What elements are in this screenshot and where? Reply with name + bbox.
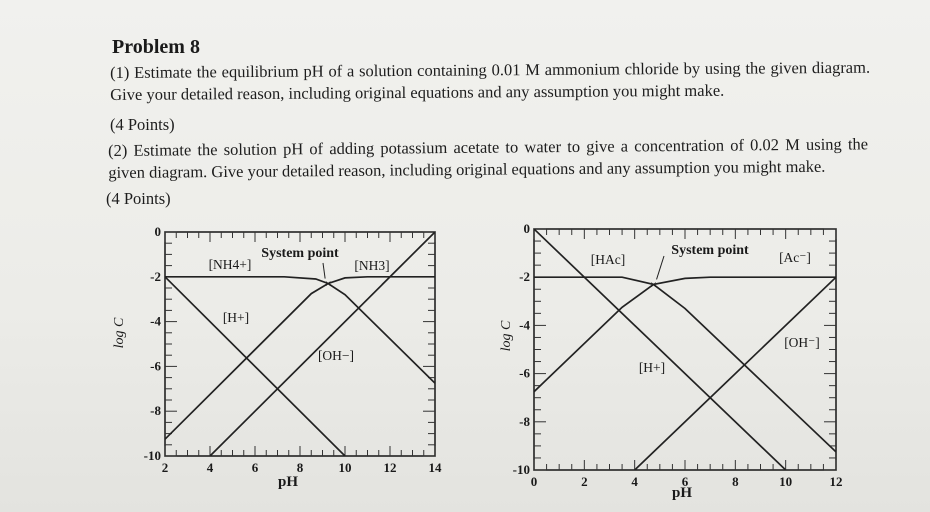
system-point-label: System point	[261, 246, 339, 261]
x-axis-label: pH	[277, 474, 299, 490]
series-label-oh: [OH⁻]	[784, 335, 820, 350]
y-tick-label: -8	[519, 413, 530, 429]
series-lines	[165, 232, 435, 456]
x-tick-label: 4	[631, 474, 638, 489]
x-axis-label: pH	[671, 485, 693, 501]
x-tick-label: 2	[161, 460, 169, 475]
x-tick-label: 10	[338, 460, 352, 475]
series-label-hac: [HAc]	[590, 252, 626, 267]
question-1-text: (1) Estimate the equilibrium pH of a solution containing 0.01 M ammonium chloride by using the given diagram. Give your detailed reason, including original equations and any assumption you might make.	[110, 57, 871, 104]
series-line-h	[165, 277, 345, 456]
system-point-arrow	[657, 256, 664, 279]
x-tick-label: 8	[296, 460, 304, 475]
series-line-nh3	[165, 277, 435, 439]
question-2-text: (2) Estimate the solution pH of adding potassium acetate to water to give a concentration of 0.02 M using the given diagram. Give your detailed reason, including original equations and any assumption you might make.	[108, 134, 869, 182]
y-tick-label: -6	[150, 358, 161, 374]
y-tick-label: -10	[512, 462, 530, 477]
acetate-log-c-chart	[499, 221, 843, 501]
x-tick-label: 6	[251, 460, 259, 475]
series-line-h	[534, 229, 786, 470]
series-label-ac: [Ac⁻]	[779, 250, 811, 265]
question-2-points: (4 Points)	[106, 189, 171, 208]
y-tick-label: -10	[143, 448, 161, 463]
y-tick-label: -4	[519, 317, 530, 333]
y-tick-label: -2	[150, 268, 161, 284]
x-tick-label: 8	[732, 474, 739, 489]
question-1-points: (4 Points)	[110, 115, 175, 134]
problem-title: Problem 8	[112, 36, 200, 58]
series-line-hac	[534, 277, 836, 452]
y-axis-label: log C	[499, 320, 514, 352]
x-tick-label: 0	[530, 474, 538, 489]
y-tick-label: -2	[519, 269, 530, 285]
series-label-oh: [OH−]	[317, 348, 355, 363]
x-tick-label: 4	[206, 460, 214, 475]
y-tick-label: -6	[519, 365, 530, 381]
system-point-marker: ×	[650, 277, 657, 292]
x-tick-label: 14	[428, 460, 442, 475]
x-tick-label: 6	[681, 474, 689, 489]
y-tick-label: 0	[523, 221, 530, 236]
ammonium-log-c-chart	[112, 224, 442, 490]
system-point-marker: ×	[324, 276, 332, 291]
series-label-nh3: [NH3]	[354, 258, 390, 273]
y-axis-label: log C	[112, 317, 127, 349]
series-label-h: [H+]	[638, 360, 666, 375]
y-tick-label: -8	[150, 403, 161, 419]
y-tick-label: 0	[154, 224, 161, 239]
y-tick-label: -4	[150, 313, 161, 329]
series-label-h: [H+]	[222, 310, 250, 325]
system-point-label: System point	[671, 243, 749, 258]
x-tick-label: 10	[779, 474, 793, 489]
x-tick-label: 2	[581, 474, 588, 489]
x-tick-label: 12	[383, 460, 397, 475]
series-label-nh4: [NH4+]	[208, 257, 252, 272]
x-tick-label: 12	[829, 474, 843, 489]
